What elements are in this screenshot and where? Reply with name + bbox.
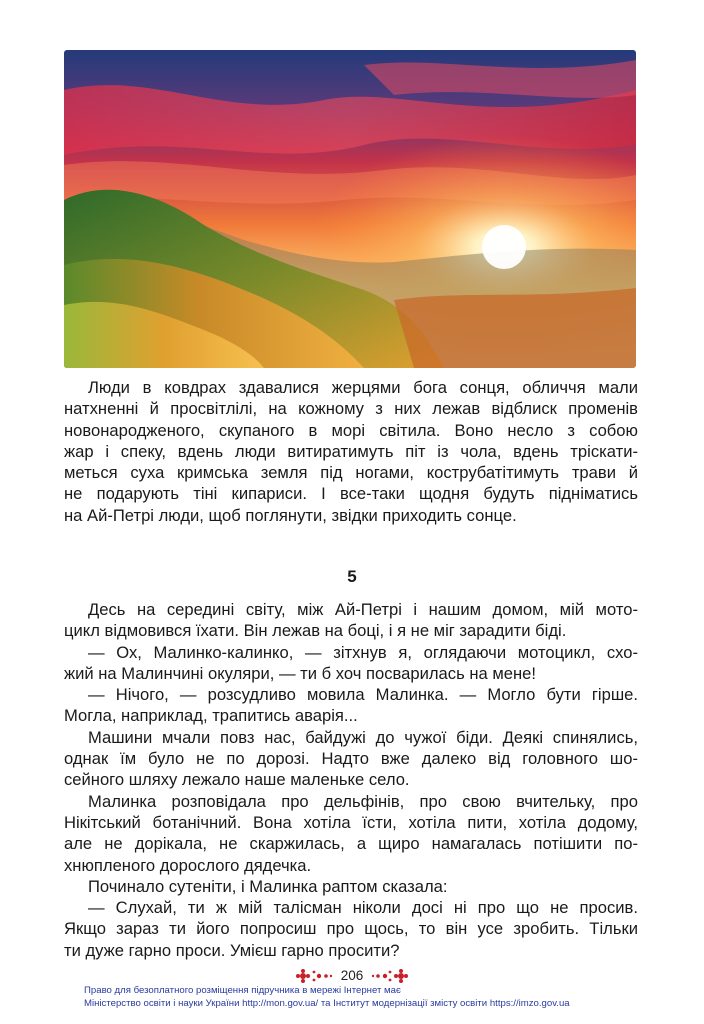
floral-ornament-icon (371, 968, 409, 984)
section-number: 5 (347, 567, 357, 586)
text-line: Якщо зараз ти його попросиш про щось, то він усе зробить. Тільки (64, 919, 638, 939)
text-line: хнюпленого дорослого дядечка. (64, 855, 312, 875)
text-line: — Ох, Малинко-калинко, — зітхнув я, оглядаючи мотоцикл, схо- (88, 642, 638, 662)
text-line: жий на Малинчині окуляри, — ти б хоч посварилась на мене! (64, 663, 536, 683)
text-line: Нікітський ботанічний. Вона хотіла їсти, хотіла пити, хотіла додому, (64, 812, 638, 832)
text-line: Люди в ковдрах здавалися жерцями бога сонця, обличчя мали (88, 378, 638, 397)
text-line: — Слухай, ти ж мій талісман ніколи досі ні про що не просив. (88, 898, 638, 918)
copyright-footer (84, 984, 644, 1010)
text-line: не подарують тіні кипариси. І все-таки щодня будуть підніматись (64, 484, 638, 504)
text-line: однак їм було не по дорозі. Надто вже далеко від головного шо- (64, 749, 638, 769)
sunrise-mountain-illustration (64, 50, 636, 368)
page-number: 206 (340, 968, 364, 983)
floral-ornament-icon (295, 968, 333, 984)
text-line: але не дорікала, не скаржилась, а щиро намагалась потішити по- (64, 834, 638, 854)
text-line: цикл відмовився їхати. Він лежав на боці, і я не міг зарадити біді. (64, 621, 567, 641)
page-number-area (0, 968, 704, 984)
paragraph-ai-petri-sunrise (64, 377, 638, 526)
text-line: на Ай-Петрі люди, щоб поглянути, звідки приходить сонце. (64, 505, 517, 525)
text-line: ти дуже гарно проси. Умієш гарно просити? (64, 940, 400, 960)
text-line: сейного шляху лежало наше маленьке село. (64, 770, 410, 790)
text-line: жар і спеку, вдень люди витиратимуть піт із чола, вдень тріскати- (64, 441, 638, 461)
text-line: натхненні й просвітлілі, на кожному з них лежав відблиск променів (64, 399, 638, 419)
footer-line: Право для безоплатного розміщення підручника в мережі Інтернет має (84, 985, 401, 996)
text-line: Машини мчали повз нас, байдужі до чужої біди. Деякі спинялись, (88, 727, 638, 747)
text-line: Могла, наприклад, трапитись аварія... (64, 706, 358, 726)
text-line: новонародженого, скупаного в морі світила. Воно несло з собою (64, 420, 638, 440)
text-line: Малинка розповідала про дельфінів, про свою вчительку, про (88, 791, 638, 811)
text-line: Починало сутеніти, і Малинка раптом сказала: (88, 876, 448, 896)
footer-line: Міністерство освіти і науки України http://mon.gov.ua/ та Інститут модернізації змісту освіти https://imzo.gov.ua (84, 998, 570, 1009)
text-line: Десь на середині світу, між Ай-Петрі і нашим домом, мій мото- (88, 600, 638, 619)
text-line: меться суха кримська земля під ногами, кострубатітимуть трави й (64, 463, 638, 483)
body-text-section-5 (64, 599, 638, 961)
text-line: — Нічого, — розсудливо мовила Малинка. — Могло бути гірше. (88, 685, 638, 705)
